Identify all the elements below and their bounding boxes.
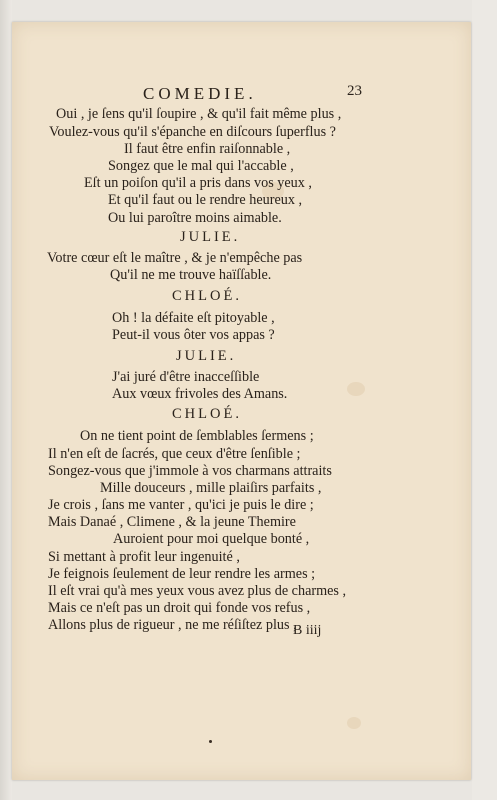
verse-line: Eſt un poiſon qu'il a pris dans vos yeux , <box>84 175 312 191</box>
verse-line: Oh ! la défaite eſt pitoyable , <box>112 310 275 326</box>
verse-line: Votre cœur eſt le maître , & je n'empêche pas <box>47 250 303 266</box>
scan-left-margin <box>0 0 12 800</box>
verse-line: Mais ce n'eſt pas un droit qui fonde vos refus , <box>48 600 311 616</box>
ink-dot <box>209 740 212 743</box>
verse-line: Songez que le mal qui l'accable , <box>108 158 294 174</box>
verse-line: Songez-vous que j'immole à vos charmans attraits <box>48 463 332 479</box>
verse-line: Je crois , ſans me vanter , qu'ici je puis le dire ; <box>48 497 314 513</box>
verse-line: Ou lui paroître moins aimable. <box>108 210 282 226</box>
verse-line: Aux vœux frivoles des Amans. <box>112 386 288 402</box>
page-number: 23 <box>347 83 362 99</box>
verse-line: Voulez-vous qu'il s'épanche en diſcours ſuperflus ? <box>49 124 336 140</box>
speaker-name: CHLOÉ. <box>172 288 242 304</box>
verse-line: Mais Danaé , Climene , & la jeune Themire <box>48 514 296 530</box>
verse-line: On ne tient point de ſemblables ſermens ; <box>80 428 314 444</box>
verse-line: Je feignois ſeulement de leur rendre les armes ; <box>48 566 316 582</box>
verse-line: Oui , je ſens qu'il ſoupire , & qu'il fait même plus , <box>56 106 342 122</box>
verse-line: J'ai juré d'être inacceſſible <box>112 369 260 385</box>
verse-line: Et qu'il faut ou le rendre heureux , <box>108 192 303 208</box>
verse-line: Qu'il ne me trouve haïſſable. <box>110 267 272 283</box>
scan-right-margin <box>472 0 497 800</box>
verse-line: Auroient pour moi quelque bonté , <box>113 531 310 547</box>
speaker-name: JULIE. <box>176 348 237 364</box>
paper-stain <box>347 717 361 729</box>
verse-line: Mille douceurs , mille plaiſirs parfaits , <box>100 480 322 496</box>
verse-line: Allons plus de rigueur , ne me réſiſtez plus , <box>48 617 297 633</box>
speaker-name: CHLOÉ. <box>172 406 242 422</box>
verse-line: Si mettant à profit leur ingenuité , <box>48 549 240 565</box>
paper-stain <box>347 382 365 396</box>
speaker-name: JULIE. <box>180 229 241 245</box>
signature-mark: B iiij <box>293 623 322 638</box>
verse-line: Il n'en eſt de ſacrés, que ceux d'être ſenſible ; <box>48 446 301 462</box>
verse-line: Il faut être enfin raiſonnable , <box>124 141 291 157</box>
verse-line: Peut-il vous ôter vos appas ? <box>112 327 275 343</box>
verse-line: Il eſt vrai qu'à mes yeux vous avez plus de charmes , <box>48 583 347 599</box>
running-head: COMEDIE. <box>143 84 257 103</box>
